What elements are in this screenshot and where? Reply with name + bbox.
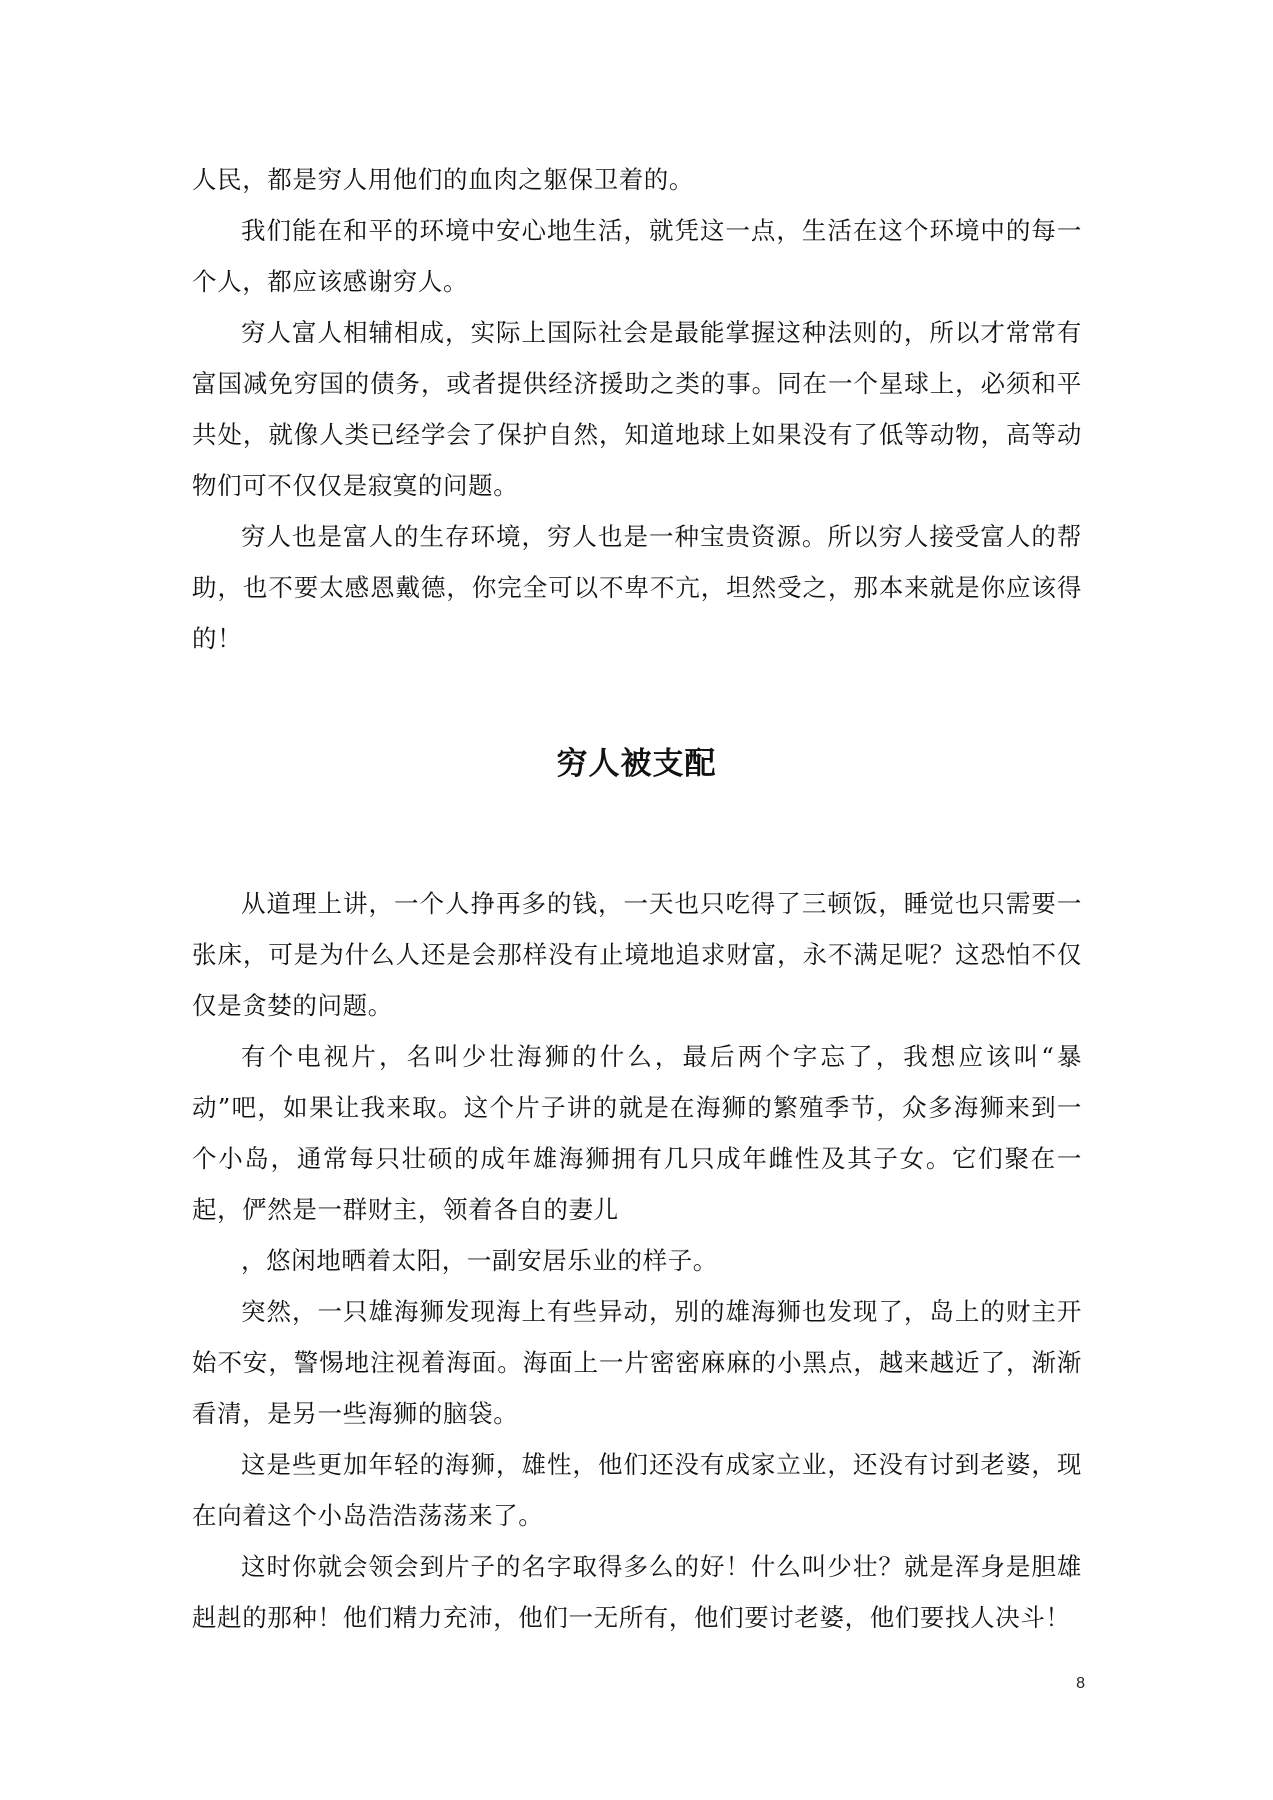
previous-section-text [192,154,1082,664]
paragraph: 穷人富人相辅相成，实际上国际社会是最能掌握这种法则的，所以才常常有富国减免穷国的债务，或者提供经济援助之类的事。同在一个星球上，必须和平共处，就像人类已经学会了保护自然，知道地球上如果没有了低等动物，高等动物们可不仅仅是寂寞的问题。 [192,318,1082,500]
paragraph: 人民，都是穷人用他们的血肉之躯保卫着的。 [192,165,694,194]
paragraph: 这时你就会领会到片子的名字取得多么的好！什么叫少壮？就是浑身是胆雄赳赳的那种！他们精力充沛，他们一无所有，他们要讨老婆，他们要找人决斗！ [192,1552,1082,1632]
paragraph: 这是些更加年轻的海狮，雄性，他们还没有成家立业，还没有讨到老婆，现在向着这个小岛浩浩荡荡来了。 [192,1450,1082,1530]
paragraph: ，悠闲地晒着太阳，一副安居乐业的样子。 [241,1246,718,1275]
paragraph: 穷人也是富人的生存环境，穷人也是一种宝贵资源。所以穷人接受富人的帮助，也不要太感恩戴德，你完全可以不卑不亢，坦然受之，那本来就是你应该得的！ [192,522,1082,653]
page-number: 8 [1076,1675,1085,1692]
paragraph: 我们能在和平的环境中安心地生活，就凭这一点，生活在这个环境中的每一个人，都应该感谢穷人。 [192,216,1082,296]
paragraph: 突然，一只雄海狮发现海上有些异动，别的雄海狮也发现了，岛上的财主开始不安，警惕地注视着海面。海面上一片密密麻麻的小黑点，越来越近了，渐渐看清，是另一些海狮的脑袋。 [192,1297,1082,1428]
paragraph: 从道理上讲，一个人挣再多的钱，一天也只吃得了三顿饭，睡觉也只需要一张床，可是为什么人还是会那样没有止境地追求财富，永不满足呢？这恐怕不仅仅是贪婪的问题。 [192,889,1082,1020]
chapter-body-text [192,878,1082,1643]
chapter-title: 穷人被支配 [556,746,717,782]
paragraph: 有个电视片，名叫少壮海狮的什么，最后两个字忘了，我想应该叫“暴动”吧，如果让我来取。这个片子讲的就是在海狮的繁殖季节，众多海狮来到一个小岛，通常每只壮硕的成年雄海狮拥有几只成年雌性及其子女。它们聚在一起，俨然是一群财主，领着各自的妻儿 [192,1042,1082,1224]
